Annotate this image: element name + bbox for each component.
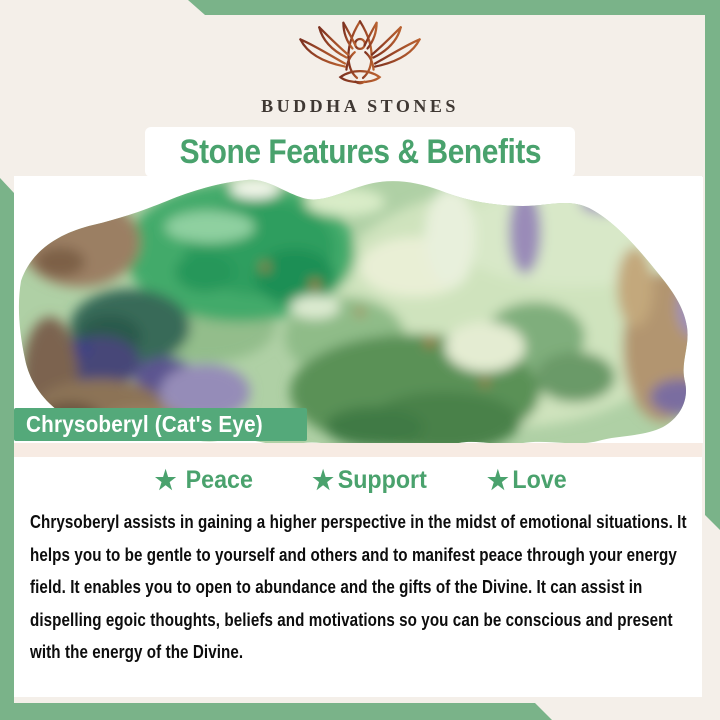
benefit-label: Love xyxy=(511,465,567,494)
lotus-meditator-icon xyxy=(277,18,443,94)
frame-accent-left xyxy=(0,178,14,720)
benefit-love xyxy=(487,465,567,496)
benefits-row xyxy=(0,463,720,497)
photo-bottom-band xyxy=(14,443,702,457)
header xyxy=(0,18,720,117)
brand-name: BUDDHA STONES xyxy=(261,96,459,116)
star-icon: ★ xyxy=(486,464,509,495)
star-icon: ★ xyxy=(312,464,335,495)
benefit-peace xyxy=(154,465,252,496)
frame-accent-bottom xyxy=(0,703,552,720)
stone-name-text: Chrysoberyl (Cat's Eye) xyxy=(26,411,263,437)
stone-photo xyxy=(15,177,703,443)
frame-accent-top xyxy=(188,0,720,15)
stone-description: Chrysoberyl assists in gaining a higher perspective in the midst of emotional situations. It helps you to be gentle to yourself and others and to manifest peace through your energy field. It enables you to open to abundance and the gifts of the Divine. It can assist in dispelling egoic thoughts, beliefs and motivations so you can be conscious and present with the energy of the Divine. xyxy=(30,511,687,662)
star-icon: ★ xyxy=(154,464,177,495)
benefit-support xyxy=(313,465,428,496)
section-title-banner xyxy=(145,127,575,177)
benefit-label: Peace xyxy=(185,465,253,494)
section-title: Stone Features & Benefits xyxy=(179,132,541,171)
stone-name-label xyxy=(14,408,307,441)
benefit-label: Support xyxy=(338,465,428,494)
